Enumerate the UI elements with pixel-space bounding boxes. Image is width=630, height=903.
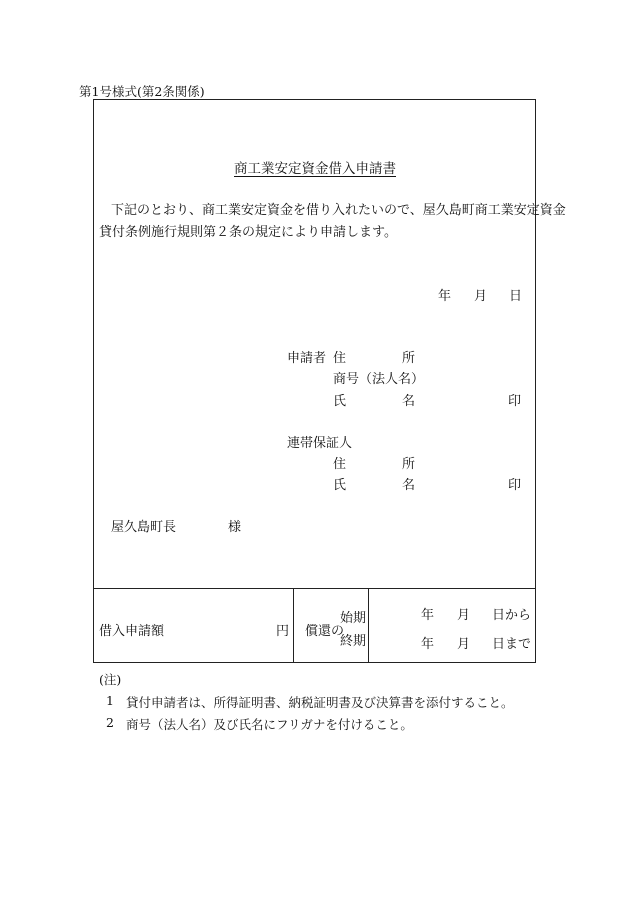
guarantor-address-label-2: 所 <box>402 457 416 472</box>
note-1-text: 貸付申請者は、所得証明書、納税証明書及び決算書を添付すること。 <box>126 695 514 710</box>
guarantor-name-label-1: 氏 <box>333 478 347 493</box>
loan-amount-label: 借入申請額 <box>99 624 165 639</box>
document-title: 商工業安定資金借入申請書 <box>234 161 396 177</box>
addressee-honorific: 様 <box>228 520 242 535</box>
table-top-border <box>93 588 536 589</box>
guarantor-address-label-1: 住 <box>333 457 347 472</box>
guarantor-label: 連帯保証人 <box>287 436 353 451</box>
start-day-suffix: 日から <box>492 608 532 623</box>
date-month: 月 <box>474 289 488 304</box>
addressee-name: 屋久島町長 <box>111 520 177 535</box>
guarantor-name-label-2: 名 <box>402 478 416 493</box>
form-label: 第1号様式(第2条関係) <box>79 84 205 99</box>
applicant-trade-name-label: 商号（法人名） <box>333 372 425 387</box>
end-day-suffix: 日まで <box>492 637 532 652</box>
table-divider-1 <box>293 588 294 663</box>
note-1-number: 1 <box>106 693 114 708</box>
note-2-text: 商号（法人名）及び氏名にフリガナを付けること。 <box>126 717 413 732</box>
applicant-seal-mark: 印 <box>508 394 522 409</box>
applicant-address-label-2: 所 <box>402 351 416 366</box>
body-text-line-2: 貸付条例施行規則第２条の規定により申請します。 <box>99 225 397 240</box>
date-day: 日 <box>509 289 523 304</box>
date-year: 年 <box>438 289 452 304</box>
repayment-label: 償還の <box>305 624 345 639</box>
loan-amount-unit: 円 <box>276 624 290 639</box>
start-month: 月 <box>457 608 471 623</box>
end-month: 月 <box>457 637 471 652</box>
end-year: 年 <box>421 637 435 652</box>
applicant-address-label-1: 住 <box>333 351 347 366</box>
guarantor-seal-mark: 印 <box>508 478 522 493</box>
applicant-label: 申請者 <box>287 351 327 366</box>
notes-header: (注) <box>99 672 122 687</box>
note-2-number: 2 <box>106 715 114 730</box>
form-frame <box>93 99 536 663</box>
body-text-line-1: 下記のとおり、商工業安定資金を借り入れたいので、屋久島町商工業安定資金 <box>111 203 566 218</box>
repayment-end-label: 終期 <box>340 634 367 649</box>
applicant-name-label-1: 氏 <box>333 394 347 409</box>
repayment-start-label: 始期 <box>340 611 367 626</box>
start-year: 年 <box>421 608 435 623</box>
applicant-name-label-2: 名 <box>402 394 416 409</box>
table-divider-2 <box>368 588 369 663</box>
